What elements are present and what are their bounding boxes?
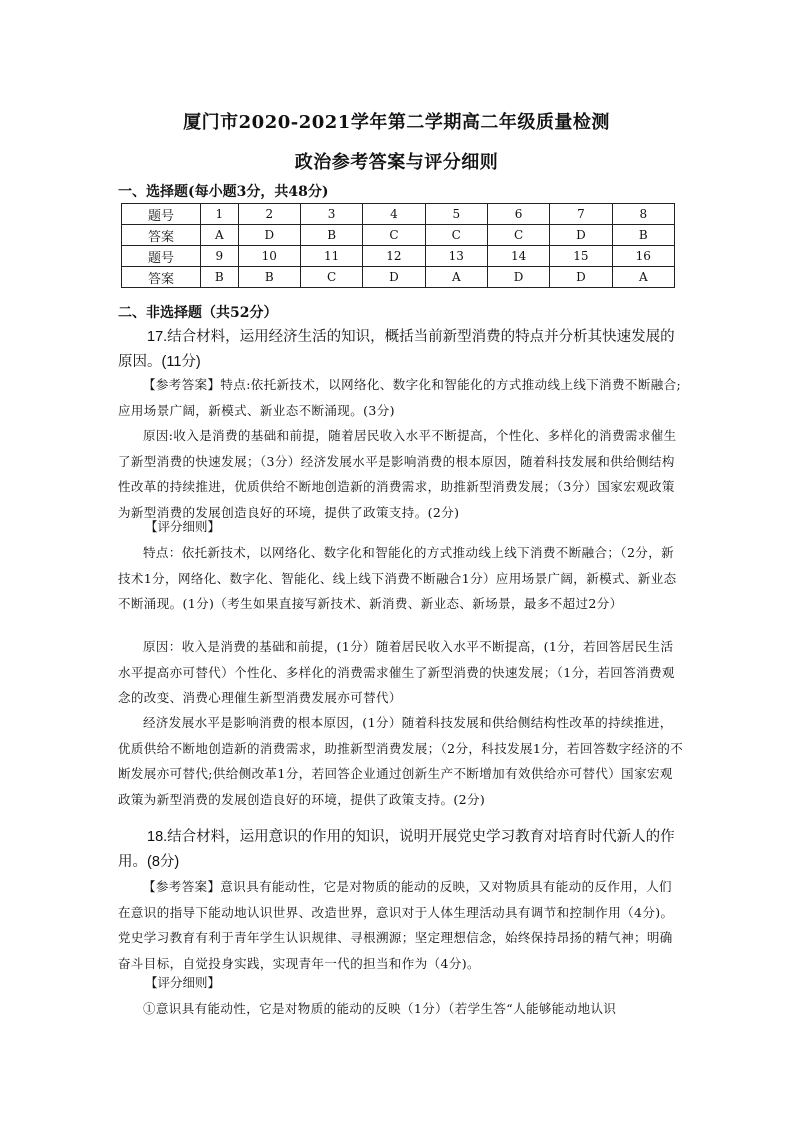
q17-rubric-heading: 【评分细则】 — [145, 519, 221, 534]
answer-table-cell: A — [612, 267, 674, 288]
answer-table-cell: C — [487, 225, 549, 246]
q17-reference-answer-traits: 【参考答案】特点:依托新技术，以网络化、数字化和智能化的方式推动线上线下消费不断融合;应用场景广阔，新模式、新业态不断涌现。(3分) — [118, 377, 682, 418]
document-subtitle: 政治参考答案与评分细则 — [294, 152, 499, 173]
answer-table-cell: 3 — [300, 204, 362, 225]
answer-table — [121, 203, 675, 288]
answer-table-row — [122, 225, 675, 246]
q17-rubric-reason-income: 原因：收入是消费的基础和前提，(1分）随着居民收入水平不断提高，(1分，若回答居民生活水平提高亦可替代）个性化、多样化的消费需求催生了新型消费的快速发展；（1分，若回答消费观念的改变、消费心理催生新型消费发展亦可替代） — [118, 639, 675, 705]
q18-rubric-item-1: ①意识具有能动性，它是对物质的能动的反映（1分）（若学生答“人能够能动地认识 — [143, 1001, 617, 1016]
answer-table-row — [122, 267, 675, 288]
answer-table-cell: 13 — [425, 246, 487, 267]
answer-table-row-label: 答案 — [122, 225, 201, 246]
answer-table-cell: B — [201, 267, 239, 288]
q18-rubric-heading: 【评分细则】 — [145, 975, 221, 990]
answer-table-cell: 11 — [300, 246, 362, 267]
answer-table-cell: 10 — [238, 246, 300, 267]
answer-table-cell: 1 — [201, 204, 239, 225]
answer-table-cell: D — [550, 267, 612, 288]
answer-table-cell: 6 — [487, 204, 549, 225]
document-title: 厦门市2020-2021学年第二学期高二年级质量检测 — [183, 112, 610, 133]
answer-table-cell: 5 — [425, 204, 487, 225]
answer-table-cell: B — [612, 225, 674, 246]
answer-table-row-label: 题号 — [122, 204, 201, 225]
answer-table-row — [122, 204, 675, 225]
q18-reference-answer: 【参考答案】意识具有能动性，它是对物质的能动的反映，又对物质具有能动的反作用，人们在意识的指导下能动地认识世界、改造世界，意识对于人体生理活动具有调节和控制作用（4分)。党史学习教育有利于青年学生认识规律、寻根溯源；坚定理想信念，始终保持昂扬的精气神；明确奋斗目标，自觉投身实践，实现青年一代的担当和作为（4分)。 — [118, 879, 674, 971]
answer-table-cell: D — [487, 267, 549, 288]
question-17: 17.结合材料，运用经济生活的知识，概括当前新型消费的特点并分析其快速发展的原因。(11分) — [118, 329, 675, 370]
answer-table-cell: D — [363, 267, 425, 288]
answer-table-cell: 15 — [550, 246, 612, 267]
answer-table-cell: 8 — [612, 204, 674, 225]
answer-table-row-label: 题号 — [122, 246, 201, 267]
answer-table-cell: B — [300, 225, 362, 246]
answer-table-row-label: 答案 — [122, 267, 201, 288]
answer-table-cell: A — [201, 225, 239, 246]
section-heading-nonchoice: 二、非选择题（共52分） — [118, 305, 278, 321]
answer-table-cell: C — [300, 267, 362, 288]
answer-table-cell: 14 — [487, 246, 549, 267]
answer-table-cell: B — [238, 267, 300, 288]
q17-rubric-traits: 特点：依托新技术，以网络化、数字化和智能化的方式推动线上线下消费不断融合；（2分，新技术1分，网络化、数字化、智能化、线上线下消费不断融合1分）应用场景广阔，新模式、新业态不断涌现。(1分)（考生如果直接写新技术、新消费、新业态、新场景，最多不超过2分） — [118, 545, 677, 611]
answer-table-cell: 9 — [201, 246, 239, 267]
q17-reference-answer-reasons: 原因:收入是消费的基础和前提，随着居民收入水平不断提高，个性化、多样化的消费需求催生了新型消费的快速发展；（3分）经济发展水平是影响消费的根本原因，随着科技发展和供给侧结构性改革的持续推进，优质供给不断地创造新的消费需求，助推新型消费发展；（3分）国家宏观政策为新型消费的发展创造良好的环境，提供了政策支持。(2分) — [118, 428, 677, 520]
answer-table-cell: 16 — [612, 246, 674, 267]
section-heading-choice: 一、选择题(每小题3分，共48分) — [118, 184, 329, 200]
q17-rubric-reason-economy: 经济发展水平是影响消费的根本原因，(1分）随着科技发展和供给侧结构性改革的持续推进，优质供给不断地创造新的消费需求，助推新型消费发展；（2分，科技发展1分，若回答数字经济的不断发展亦可替代;供给侧改革1分，若回答企业通过创新生产不断增加有效供给亦可替代）国家宏观政策为新型消费的发展创造良好的环境，提供了政策支持。(2分) — [118, 715, 684, 807]
answer-table-cell: D — [550, 225, 612, 246]
answer-table-cell: D — [238, 225, 300, 246]
answer-table-cell: 2 — [238, 204, 300, 225]
answer-table-row — [122, 246, 675, 267]
answer-table-cell: A — [425, 267, 487, 288]
answer-table-cell: C — [425, 225, 487, 246]
answer-table-cell: 4 — [363, 204, 425, 225]
answer-table-cell: 12 — [363, 246, 425, 267]
question-18: 18.结合材料，运用意识的作用的知识，说明开展党史学习教育对培育时代新人的作用。(8分) — [118, 829, 675, 870]
answer-table-cell: 7 — [550, 204, 612, 225]
answer-table-cell: C — [363, 225, 425, 246]
